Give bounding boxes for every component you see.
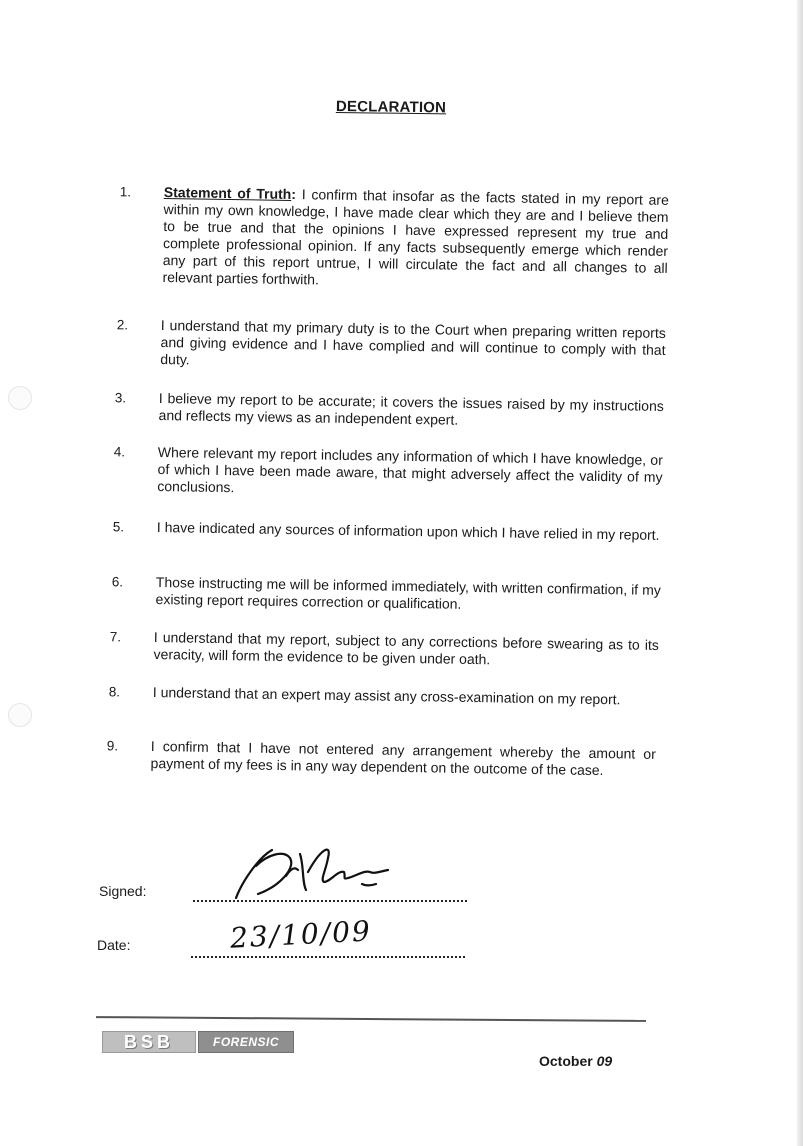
item-number: 4.	[113, 444, 126, 460]
list-item	[113, 444, 663, 503]
item-lead: Statement of Truth	[163, 184, 292, 203]
list-item	[112, 519, 662, 544]
logo-bsb: BSB	[102, 1031, 196, 1053]
item-text: I believe my report to be accurate; it covers the issues raised by my instructions and reflects my views as an independent expert.	[158, 390, 664, 428]
item-number: 9.	[106, 738, 119, 754]
date-line	[191, 956, 465, 958]
item-text: I have indicated any sources of information upon which I have relied in my report.	[156, 519, 660, 543]
list-item	[116, 317, 666, 376]
item-number: 3.	[114, 390, 127, 406]
bsb-forensic-logo	[102, 1031, 294, 1053]
footer-year: 09	[596, 1053, 613, 1069]
list-item	[109, 629, 659, 671]
item-number: 5.	[112, 519, 125, 535]
footer-month: October	[539, 1053, 593, 1069]
item-number: 2.	[116, 317, 129, 333]
handwritten-date: 23/10/09	[229, 914, 373, 955]
item-text: I understand that my report, subject to any corrections before swearing as to its veracity, will form the evidence to be given under oath.	[153, 629, 659, 668]
item-text: I understand that an expert may assist any cross-examination on my report.	[152, 684, 621, 708]
item-number: 6.	[111, 574, 124, 590]
logo-forensic: FORENSIC	[198, 1031, 294, 1053]
item-text: Where relevant my report includes any information of which I have knowledge, or of which I have been made aware, that might adversely affect the validity of my conclusions.	[157, 444, 663, 496]
list-item	[106, 738, 656, 780]
item-text: I understand that my primary duty is to the Court when preparing written reports and giving evidence and I have complied and will continue to comply with that duty.	[160, 317, 666, 368]
item-text: Those instructing me will be informed immediately, with written confirmation, if my existing report requires correction or qualification.	[155, 574, 661, 612]
item-number: 7.	[109, 629, 122, 645]
item-number: 1.	[119, 184, 132, 200]
list-item	[114, 390, 664, 432]
list-item	[108, 684, 658, 709]
list-item	[111, 574, 661, 616]
signature-image	[228, 836, 408, 906]
signed-label: Signed:	[99, 883, 147, 899]
footer-rule	[96, 1016, 646, 1022]
footer-date	[539, 1053, 612, 1069]
item-text: I confirm that I have not entered any arrangement whereby the amount or payment of my fees is in any way dependent on the outcome of the case.	[150, 738, 656, 779]
list-item: 1. Statement of Truth: I confirm that insofar as the facts stated in my report are within my own knowledge, I have made clear which they are and I believe them to be true and that the opinions I have expressed represent my true and complete professional opinion. If any facts subsequently emerge which render any part of this report untrue, I will circulate the fact and all changes to all relevant parties forthwith.	[119, 184, 669, 288]
date-label: Date:	[97, 937, 131, 953]
item-number: 8.	[108, 684, 121, 700]
page-title: DECLARATION	[335, 98, 447, 117]
item-text: I confirm that insofar as the facts stated in my report are within my own knowledge, I have made clear which they are and I believe them to be true and that the opinions I have expressed represent my true and complete professional opinion. If any facts subsequently emerge which render any part of this report untrue, I will circulate the fact and all changes to all relevant parties forthwith.	[162, 186, 669, 288]
